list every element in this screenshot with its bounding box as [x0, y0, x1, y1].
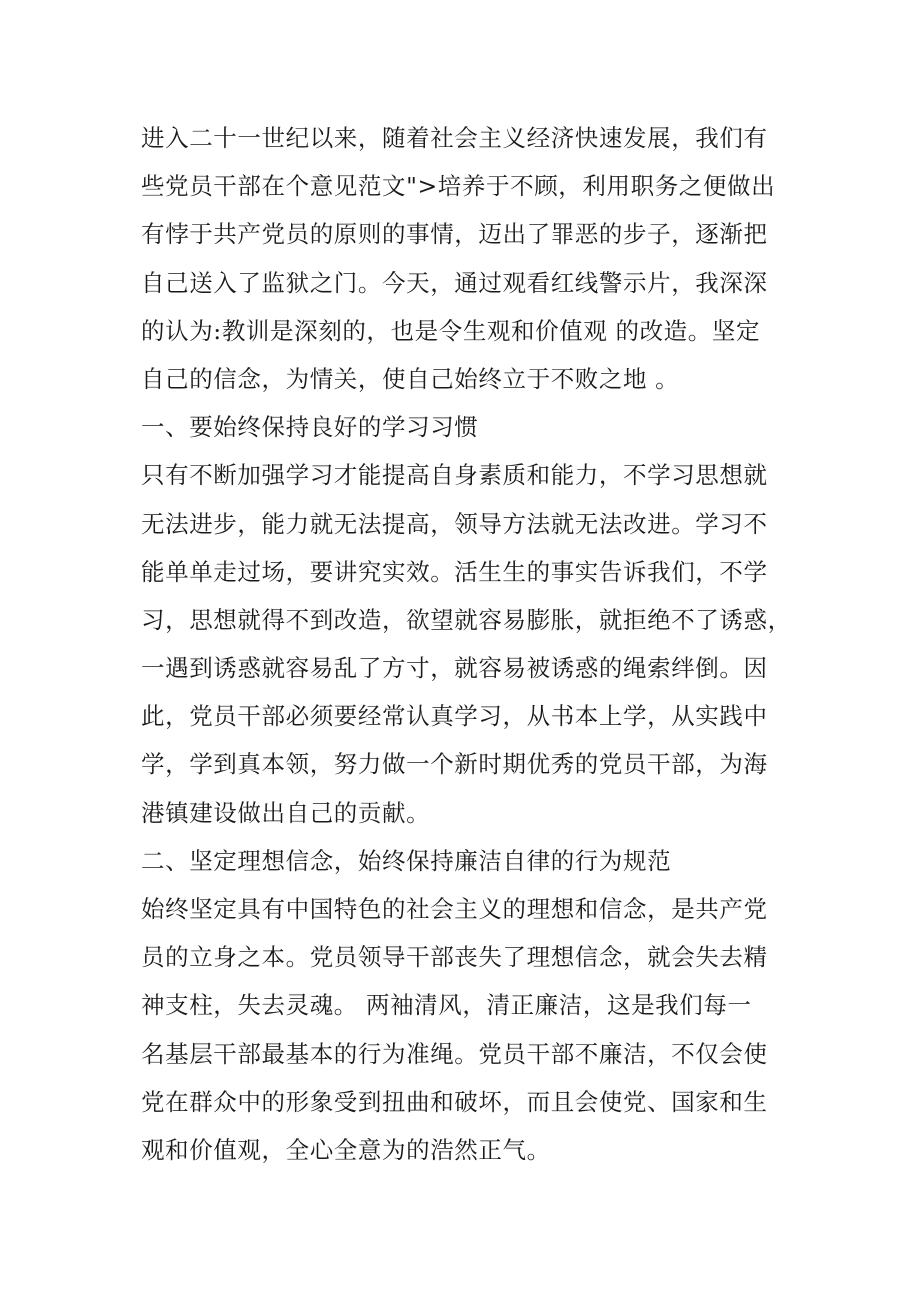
paragraph-2-line-3: 能单单走过场，要讲究实效。活生生的事实告诉我们，不学 — [141, 557, 768, 586]
paragraph-2-line-1: 只有不断加强学习才能提高自身素质和能力，不学习思想就 — [141, 461, 768, 490]
section-heading-2: 二、坚定理想信念，始终保持廉洁自律的行为规范 — [141, 846, 672, 875]
paragraph-3-line-3: 神支柱，失去灵魂。 两袖清风，清正廉洁，这是我们每一 — [141, 991, 752, 1020]
paragraph-1-line-4: 自己送入了监狱之门。今天，通过观看红线警示片，我深深 — [141, 268, 768, 297]
paragraph-1-line-5: 的认为:教训是深刻的，也是令生观和价值观 的改造。坚定 — [141, 316, 761, 345]
paragraph-2-line-4: 习，思想就得不到改造，欲望就容易膨胀，就拒绝不了诱惑， — [141, 605, 792, 634]
paragraph-2-line-2: 无法进步，能力就无法提高，领导方法就无法改进。学习不 — [141, 509, 768, 538]
paragraph-2-line-7: 学，学到真本领，努力做一个新时期优秀的党员干部，为海 — [141, 750, 768, 779]
paragraph-3-line-4: 名基层干部最基本的行为准绳。党员干部不廉洁，不仅会使 — [141, 1039, 768, 1068]
paragraph-1-line-2: 些党员干部在个意见范文">培养于不顾，利用职务之便做出 — [141, 172, 776, 201]
document-body — [141, 114, 791, 1174]
paragraph-3-line-1: 始终坚定具有中国特色的社会主义的理想和信念，是共产党 — [141, 895, 768, 923]
paragraph-1-line-6: 自己的信念，为情关，使自己始终立于不败之地 。 — [141, 364, 680, 393]
paragraph-2-line-6: 此，党员干部必须要经常认真学习，从书本上学，从实践中 — [141, 702, 768, 731]
paragraph-2-line-5: 一遇到诱惑就容易乱了方寸，就容易被诱惑的绳索绊倒。因 — [141, 654, 768, 683]
paragraph-3-line-6: 观和价值观，全心全意为的浩然正气。 — [141, 1135, 551, 1164]
paragraph-1-line-3: 有悖于共产党员的原则的事情，迈出了罪恶的步子，逐渐把 — [141, 220, 768, 249]
section-heading-1: 一、要始终保持良好的学习习惯 — [141, 413, 479, 442]
paragraph-1-line-1: 进入二十一世纪以来，随着社会主义经济快速发展，我们有 — [141, 124, 768, 152]
paragraph-2-line-8: 港镇建设做出自己的贡献。 — [141, 798, 431, 827]
paragraph-3-line-2: 员的立身之本。党员领导干部丧失了理想信念，就会失去精 — [141, 943, 768, 972]
paragraph-3-line-5: 党在群众中的形象受到扭曲和破坏，而且会使党、国家和生 — [141, 1087, 768, 1116]
